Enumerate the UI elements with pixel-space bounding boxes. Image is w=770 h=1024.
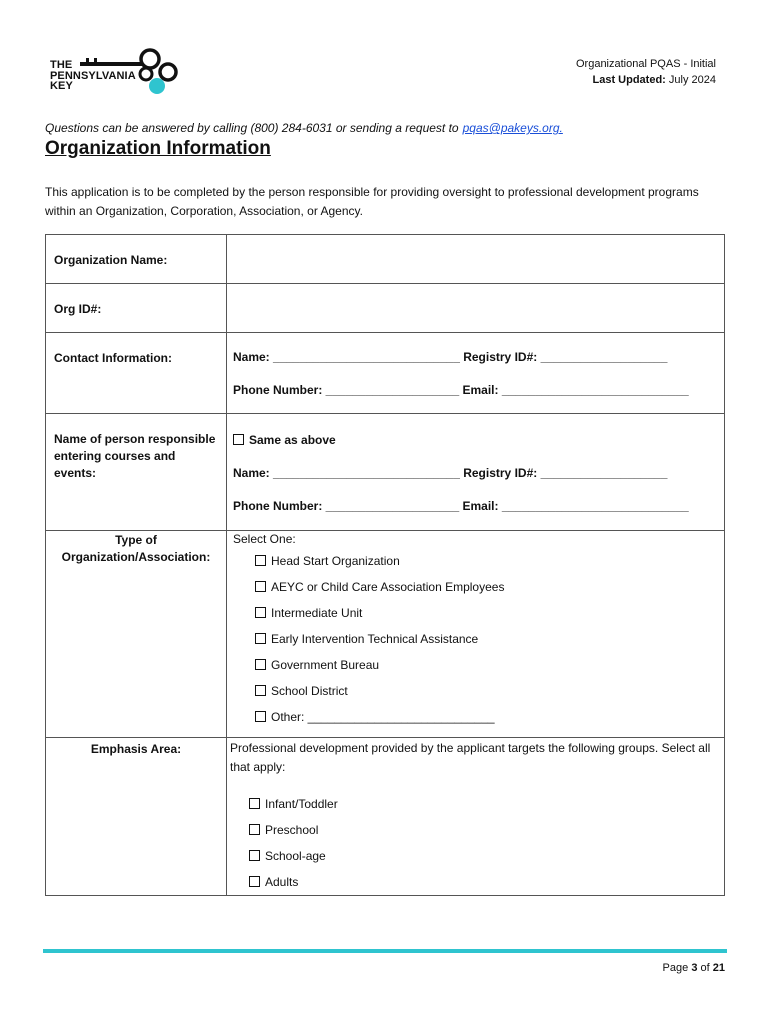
row-organization-type: [46, 531, 725, 738]
emphasis-area-option-label: Infant/Toddler: [265, 797, 338, 811]
emphasis-description: Professional development provided by the applicant targets the following groups. Select all that apply:: [230, 741, 711, 774]
organization-form-table: [45, 234, 725, 896]
organization-type-options: [233, 548, 718, 730]
organization-type-option-label: Intermediate Unit: [271, 606, 363, 620]
organization-type-label: Type of Organization/Association:: [61, 533, 211, 564]
responsible-person-label: Name of person responsible entering courses and events:: [54, 432, 216, 480]
responsible-person-field[interactable]: [227, 414, 725, 531]
emphasis-area-option[interactable]: [230, 869, 718, 895]
checkbox-icon[interactable]: [249, 876, 260, 887]
organization-type-option[interactable]: [233, 652, 718, 678]
checkbox-icon[interactable]: [255, 685, 266, 696]
same-as-above-checkbox[interactable]: [233, 434, 244, 445]
emphasis-area-options: [230, 791, 718, 895]
organization-type-option[interactable]: [233, 626, 718, 652]
row-organization-name: [46, 235, 725, 284]
organization-name-label: Organization Name:: [54, 253, 168, 267]
org-id-field[interactable]: [227, 284, 725, 333]
checkbox-icon[interactable]: [249, 824, 260, 835]
document-header: [576, 56, 716, 88]
contact-name-registry-line[interactable]: Name: ____________________________ Registry ID#: ___________________: [233, 350, 668, 364]
emphasis-area-option[interactable]: [230, 791, 718, 817]
document-title: Organizational PQAS - Initial: [575, 58, 716, 70]
contact-information-field[interactable]: [227, 333, 725, 414]
checkbox-icon[interactable]: [255, 659, 266, 670]
resp-name-registry-line[interactable]: Name: ____________________________ Registry ID#: ___________________: [233, 466, 668, 480]
row-emphasis-area: [46, 738, 725, 896]
resp-phone-email-line[interactable]: Phone Number: ____________________ Email: ____________________________: [233, 499, 689, 513]
organization-name-field[interactable]: [227, 235, 725, 284]
organization-type-option[interactable]: [233, 600, 718, 626]
row-contact-information: [46, 333, 725, 414]
section-title: Organization Information: [45, 138, 271, 159]
row-org-id: [46, 284, 725, 333]
org-id-label: Org ID#:: [54, 302, 102, 316]
contact-information-label: Contact Information:: [54, 351, 172, 365]
emphasis-area-field: [227, 738, 725, 896]
checkbox-icon[interactable]: [249, 850, 260, 861]
organization-type-option-label: Government Bureau: [271, 658, 380, 672]
footer-accent-bar: [43, 949, 727, 953]
emphasis-area-option[interactable]: [230, 817, 718, 843]
checkbox-icon[interactable]: [255, 555, 266, 566]
page-number: Page 3 of 21: [662, 962, 725, 974]
organization-type-option-label: Other: ____________________________: [271, 710, 495, 724]
logo-line-2: PENNSYLVANIA: [50, 69, 136, 82]
emphasis-area-option-label: School-age: [265, 849, 326, 863]
organization-type-option[interactable]: [233, 574, 718, 600]
organization-type-field: [227, 531, 725, 738]
same-as-above-option[interactable]: Same as above: [233, 432, 718, 449]
organization-type-option-label: Early Intervention Technical Assistance: [271, 632, 479, 646]
emphasis-area-label: Emphasis Area:: [90, 742, 182, 756]
logo-line-3: KEY: [50, 80, 73, 92]
organization-type-option-label: School District: [271, 684, 348, 698]
organization-type-option[interactable]: [233, 548, 718, 574]
emphasis-area-option[interactable]: [230, 843, 718, 869]
checkbox-icon[interactable]: [255, 633, 266, 644]
checkbox-icon[interactable]: [255, 607, 266, 618]
organization-type-option-label: AEYC or Child Care Association Employees: [271, 580, 505, 594]
checkbox-icon[interactable]: [255, 581, 266, 592]
select-one-label: Select One:: [233, 532, 296, 546]
organization-type-option[interactable]: [233, 678, 718, 704]
organization-type-option[interactable]: [233, 704, 718, 730]
email-link[interactable]: pqas@pakeys.org.: [462, 121, 563, 135]
organization-type-option-label: Head Start Organization: [271, 554, 400, 568]
intro-paragraph: This application is to be completed by the person responsible for providing oversight to professional development programs within an Organization, Corporation, Association, or Agency.: [45, 185, 699, 218]
checkbox-icon[interactable]: [249, 798, 260, 809]
row-responsible-person: [46, 414, 725, 531]
last-updated: Last Updated: July 2024: [592, 74, 716, 86]
emphasis-area-option-label: Adults: [265, 875, 299, 889]
emphasis-area-option-label: Preschool: [265, 823, 319, 837]
contact-phone-email-line[interactable]: Phone Number: ____________________ Email: ____________________________: [233, 383, 689, 397]
pennsylvania-key-logo: [50, 46, 185, 98]
questions-note: Questions can be answered by calling (800) 284-6031 or sending a request to pqas@pakeys.org.: [45, 121, 563, 135]
logo-line-1: THE: [50, 59, 73, 71]
checkbox-icon[interactable]: [255, 711, 266, 722]
